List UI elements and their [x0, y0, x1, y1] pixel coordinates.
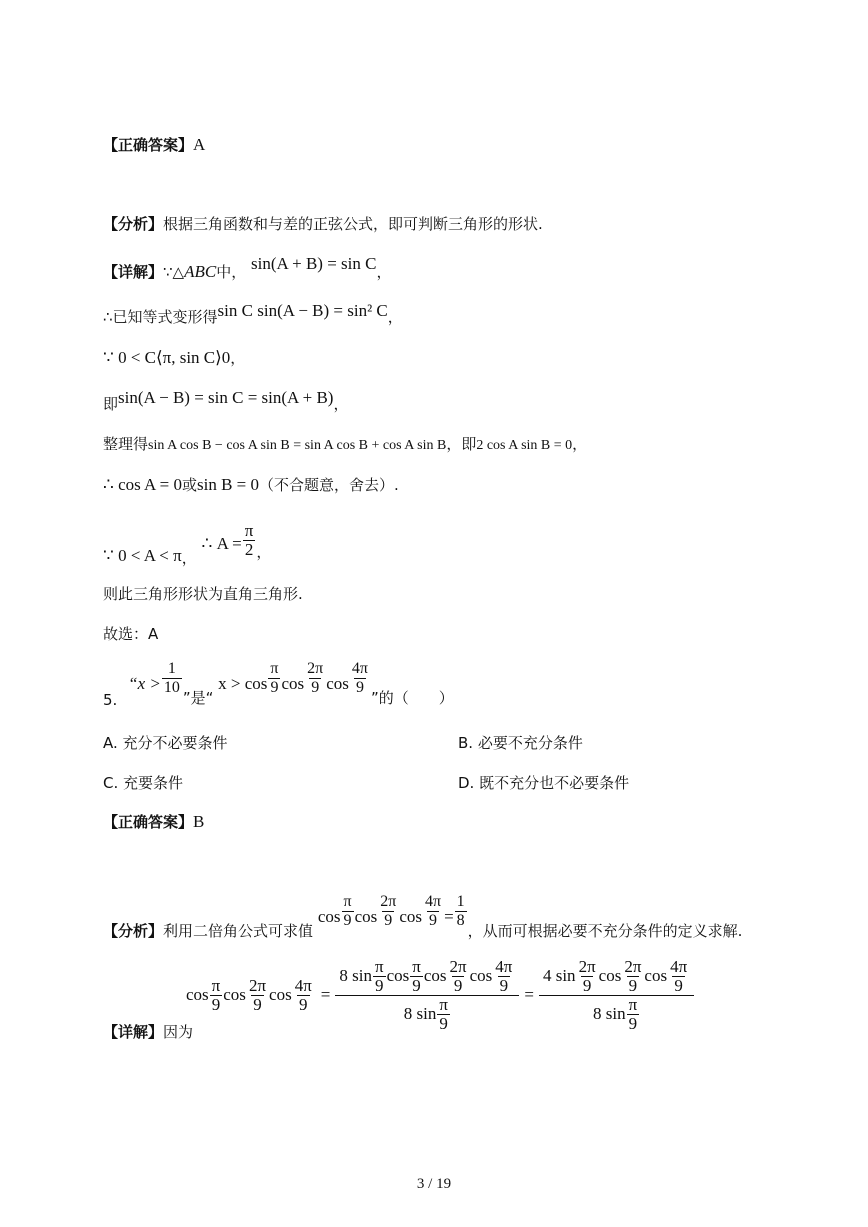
- fraction-4pi-9: [668, 958, 689, 995]
- fraction-pi-9: [268, 660, 280, 697]
- frac-num: π: [439, 994, 448, 1014]
- option-a: A. 充分不必要条件: [103, 734, 228, 752]
- because-text: 因为: [163, 1023, 194, 1041]
- question-tail: ”的（ ）: [371, 689, 454, 707]
- frac-num: 4π: [670, 956, 688, 976]
- frac-den: 9: [499, 975, 509, 995]
- analysis-line-1: [103, 214, 543, 234]
- frac-num: 4π: [495, 956, 513, 976]
- frac-num: 2π: [624, 956, 642, 976]
- equation-cos-zero: ∴ cos A = 0: [103, 475, 182, 494]
- equation-product-zero: 2 cos A sin B = 0: [476, 438, 573, 453]
- comma: ，: [376, 263, 392, 281]
- frac-den: 9: [299, 994, 308, 1014]
- page-number: 3 / 19: [416, 1176, 452, 1192]
- detail-line-4: [103, 388, 349, 414]
- frac-den: 9: [270, 679, 279, 696]
- equation-range-c: ∵ 0 < C⟨π, sin C⟩0: [103, 348, 231, 367]
- in-text: 中，: [216, 263, 247, 281]
- detail2-equation: [186, 955, 693, 1035]
- equals-sign: =: [444, 907, 454, 926]
- because-triangle: ∵△: [163, 263, 185, 281]
- big-frac-1-den: [335, 995, 519, 1033]
- fraction-2pi-9: [305, 660, 325, 697]
- frac-den: 9: [429, 912, 438, 929]
- equation-range-a: ∵ 0 < A < π: [103, 546, 182, 565]
- fraction-pi-over-2: [243, 522, 256, 559]
- frac-num: 2π: [578, 956, 596, 976]
- equation-transform: sin C sin(A − B) = sin² C: [217, 301, 388, 320]
- equation-a-equals: ∴ A =: [201, 534, 242, 553]
- answer-label: 【正确答案】: [103, 813, 194, 831]
- coef-sin: 4 sin: [542, 966, 576, 985]
- detail-line-6: [103, 475, 399, 495]
- comma: ，: [333, 395, 349, 413]
- fraction-pi-9: [210, 977, 223, 1014]
- fraction-2pi-9: [622, 958, 643, 995]
- coef-sin: 8 sin: [339, 966, 372, 985]
- frac-den: 9: [439, 1013, 448, 1033]
- equation-sin-sum: sin(A + B) = sin C: [251, 254, 377, 273]
- detail-label: 【详解】: [103, 1023, 164, 1041]
- frac-den: 9: [211, 994, 221, 1014]
- fraction-pi-9: [410, 958, 423, 995]
- frac-num: 2π: [307, 660, 324, 677]
- analysis-tail: ，从而可根据必要不充分条件的定义求解.: [467, 922, 743, 940]
- coef-sin: 8 sin: [592, 1004, 626, 1023]
- option-c: C. 充要条件: [103, 774, 184, 792]
- frac-den: 9: [311, 679, 320, 696]
- cos-text: cos: [317, 907, 341, 926]
- equals-sign: =: [524, 985, 534, 1004]
- fraction-pi-9: [437, 996, 450, 1033]
- frac-num: 4π: [294, 975, 312, 995]
- equation-sin-zero: sin B = 0: [196, 475, 259, 494]
- frac-num: π: [412, 956, 421, 976]
- option-b: B. 必要不充分条件: [458, 734, 583, 752]
- choice-text: 故选：A: [103, 625, 159, 643]
- fraction-4pi-9: [423, 893, 443, 930]
- frac-den: 9: [412, 975, 421, 995]
- is-text: ”是“: [182, 689, 214, 707]
- detail-label: 【详解】: [103, 263, 164, 281]
- frac-den: 2: [244, 540, 254, 559]
- cos-text: cos: [281, 674, 305, 693]
- frac-num: 1: [456, 893, 465, 910]
- quote-open: “: [128, 674, 138, 693]
- answer-label: 【正确答案】: [103, 136, 194, 154]
- frac-num: 2π: [449, 956, 467, 976]
- frac-den: 8: [456, 912, 465, 929]
- big-frac-1-num: [337, 958, 517, 995]
- frac-num: π: [343, 893, 352, 910]
- detail-line-9: [103, 624, 158, 644]
- cos-text: cos: [223, 985, 246, 1004]
- fraction-4pi-9: [493, 958, 514, 995]
- frac-den: 9: [674, 975, 683, 995]
- big-fraction-2: [541, 958, 692, 1033]
- big-frac-2-num: [541, 958, 692, 995]
- cos-text: cos: [354, 907, 378, 926]
- frac-num: π: [628, 994, 638, 1014]
- frac-num: 4π: [424, 893, 442, 910]
- detail-line-3: [103, 348, 245, 368]
- big-frac-2-den: [539, 995, 694, 1033]
- detail-line-8: [103, 584, 303, 604]
- conclusion-text: 则此三角形形状为直角三角形.: [103, 585, 303, 603]
- option-d: D. 既不充分也不必要条件: [458, 774, 630, 792]
- frac-num: π: [374, 956, 384, 976]
- frac-den: 9: [253, 994, 262, 1014]
- analysis-label: 【分析】: [103, 215, 164, 233]
- frac-num: π: [211, 975, 221, 995]
- question-number: 5.: [103, 691, 118, 709]
- answer-line-1: [103, 135, 205, 155]
- simplify-text: 整理得: [103, 435, 149, 453]
- coef-sin: 8 sin: [403, 1004, 437, 1023]
- question-5: [103, 660, 454, 710]
- comma: ，: [572, 435, 588, 453]
- frac-den: 9: [343, 912, 352, 929]
- big-fraction-1: [337, 958, 517, 1033]
- frac-den: 9: [628, 1013, 638, 1033]
- namely-text: ，即: [446, 435, 477, 453]
- frac-num: 4π: [351, 660, 368, 677]
- comma: ，: [230, 349, 246, 367]
- cos-text: cos: [423, 966, 447, 985]
- frac-den: 9: [628, 975, 638, 995]
- detail-line-5: [103, 434, 587, 456]
- frac-num: π: [270, 660, 279, 677]
- cos-text: cos: [469, 966, 493, 985]
- frac-den: 9: [355, 679, 364, 696]
- fraction-2pi-9: [378, 893, 398, 930]
- frac-num: 2π: [248, 975, 267, 995]
- frac-den: 9: [453, 975, 463, 995]
- cos-text: cos: [386, 966, 410, 985]
- cos-text: cos: [399, 907, 422, 926]
- therefore-text: ∴已知等式变形得: [103, 308, 218, 326]
- fraction-4pi-9: [350, 660, 370, 697]
- fraction-pi-9: [373, 958, 386, 995]
- or-text: 或: [181, 476, 197, 494]
- detail-line-2: [103, 301, 403, 327]
- cos-text: cos: [269, 985, 292, 1004]
- analysis-text: 利用二倍角公式可求值: [163, 922, 314, 940]
- fraction-2pi-9: [448, 958, 469, 995]
- x-greater: x >: [137, 674, 161, 693]
- analysis-label: 【分析】: [103, 922, 164, 940]
- equation-equal-chain: sin(A − B) = sin C = sin(A + B): [118, 388, 334, 407]
- comma: ，: [256, 543, 272, 561]
- frac-den: 9: [375, 975, 384, 995]
- frac-num: 2π: [380, 893, 397, 910]
- fraction-2pi-9: [577, 958, 598, 995]
- x-greater-cos: x > cos: [218, 674, 268, 693]
- discard-note: （不合题意，舍去）.: [259, 476, 399, 494]
- cos-text: cos: [326, 674, 349, 693]
- analysis-line-2: [103, 893, 742, 941]
- frac-den: 9: [582, 975, 592, 995]
- detail-line-7: [103, 522, 271, 566]
- equation-expanded: sin A cos B − cos A sin B = sin A cos B + cos A sin B: [148, 438, 447, 453]
- detail-line-1: [103, 254, 392, 282]
- comma: ，: [387, 308, 403, 326]
- detail-line-because: [103, 1022, 193, 1042]
- answer-line-2: [103, 812, 204, 832]
- namely-text: 即: [103, 395, 119, 413]
- frac-den: 10: [163, 679, 180, 696]
- fraction-1-over-10: [162, 660, 182, 697]
- fraction-1-8: [455, 893, 467, 930]
- equals-sign: =: [320, 985, 331, 1004]
- analysis-text: 根据三角函数和与差的正弦公式，即可判断三角形的形状.: [163, 215, 543, 233]
- answer-value: B: [193, 812, 205, 831]
- fraction-2pi-9: [247, 977, 268, 1014]
- fraction-4pi-9: [293, 977, 314, 1014]
- fraction-pi-9: [627, 996, 640, 1033]
- cos-text: cos: [598, 966, 622, 985]
- answer-value: A: [193, 135, 206, 154]
- frac-den: 9: [384, 912, 393, 929]
- frac-num: 1: [167, 660, 176, 677]
- frac-num: π: [244, 521, 254, 540]
- cos-text: cos: [186, 985, 209, 1004]
- comma: ，: [181, 549, 197, 567]
- triangle-name: ABC: [184, 262, 217, 281]
- cos-text: cos: [644, 966, 668, 985]
- fraction-pi-9: [341, 893, 353, 930]
